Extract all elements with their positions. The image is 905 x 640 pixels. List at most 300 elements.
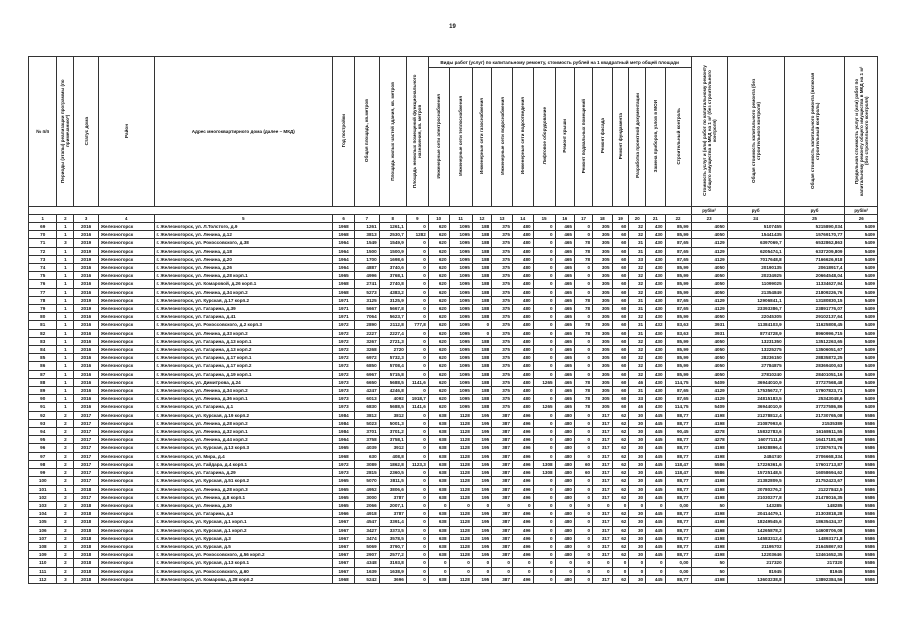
- table-cell: 30: [629, 428, 646, 436]
- table-cell: 445: [646, 551, 665, 559]
- table-cell: 0: [406, 501, 428, 509]
- table-cell: 0: [593, 501, 612, 509]
- table-cell: 0: [406, 518, 428, 526]
- table-cell: 1128: [449, 419, 472, 427]
- table-cell: 0: [533, 485, 555, 493]
- table-cell: 0: [533, 346, 555, 354]
- table-cell: 387: [492, 518, 513, 526]
- table-cell: 5586: [691, 460, 727, 468]
- table-cell: 620: [428, 313, 449, 321]
- table-cell: 32: [629, 272, 646, 280]
- table-cell: 480: [512, 231, 533, 239]
- table-cell: 1965: [333, 272, 355, 280]
- column-number: 13: [492, 215, 513, 223]
- table-cell: г. Железногорск, ул. Комарова, д.28 корп.2: [154, 575, 333, 583]
- table-cell: 1: [57, 255, 74, 263]
- table-cell: 1095: [449, 223, 472, 231]
- table-cell: 1965: [333, 477, 355, 485]
- table-cell: 4278: [691, 428, 727, 436]
- table-cell: 1128: [449, 485, 472, 493]
- table-cell: 3000: [355, 493, 380, 501]
- table-cell: 465: [555, 280, 574, 288]
- table-cell: 0: [574, 518, 592, 526]
- table-row: [29, 411, 878, 419]
- table-row: [29, 272, 878, 280]
- table-cell: 2017: [74, 428, 99, 436]
- table-cell: 387: [492, 485, 513, 493]
- table-cell: 1: [57, 362, 74, 370]
- table-cell: г. Железногорск, ул. Ленина, д.18: [154, 247, 333, 255]
- table-cell: 638: [428, 534, 449, 542]
- table-cell: г. Железногорск, ул. Ленина, д.20: [154, 255, 333, 263]
- table-cell: 387: [492, 526, 513, 534]
- table-cell: 7064: [355, 313, 380, 321]
- table-cell: 62: [612, 469, 629, 477]
- table-cell: 0: [533, 387, 555, 395]
- table-cell: 0: [533, 288, 555, 296]
- table-cell: 0: [533, 493, 555, 501]
- table-cell: 5586: [845, 411, 878, 419]
- table-cell: 3787: [379, 510, 406, 518]
- table-cell: 0: [574, 493, 592, 501]
- table-cell: 4129: [691, 255, 727, 263]
- table-cell: 620: [428, 280, 449, 288]
- table-cell: 317: [593, 575, 612, 583]
- table-cell: 88,77: [665, 477, 691, 485]
- table-cell: 430: [646, 387, 665, 395]
- table-cell: 62: [612, 542, 629, 550]
- table-cell: 30: [629, 411, 646, 419]
- table-cell: 1971: [333, 305, 355, 313]
- table-cell: 62: [612, 419, 629, 427]
- table-cell: 78: [29, 296, 57, 304]
- table-cell: 87,65: [665, 247, 691, 255]
- table-cell: 3758,1: [379, 436, 406, 444]
- table-cell: 5667,8: [379, 305, 406, 313]
- table-cell: 13225275: [727, 346, 784, 354]
- table-cell: 4887: [355, 264, 380, 272]
- table-cell: 3125: [355, 296, 380, 304]
- table-cell: 21752423,67: [784, 477, 845, 485]
- column-number: 6: [333, 215, 355, 223]
- table-cell: 188: [472, 296, 491, 304]
- table-cell: 188: [472, 280, 491, 288]
- table-cell: 0: [406, 280, 428, 288]
- table-cell: 32: [629, 354, 646, 362]
- table-cell: 0: [406, 469, 428, 477]
- table-cell: 2: [57, 501, 74, 509]
- table-cell: Железногорск: [98, 346, 154, 354]
- table-cell: 375: [492, 231, 513, 239]
- table-cell: 2530,7: [379, 231, 406, 239]
- column-number: 15: [533, 215, 555, 223]
- table-cell: 7017648,8: [727, 255, 784, 263]
- table-cell: Железногорск: [98, 231, 154, 239]
- table-cell: 89: [29, 387, 57, 395]
- table-cell: 21227842,5: [784, 485, 845, 493]
- table-cell: 375: [492, 305, 513, 313]
- table-cell: 1967: [333, 567, 355, 575]
- table-row: [29, 526, 878, 534]
- table-cell: 20780276,2: [727, 485, 784, 493]
- table-cell: 0,00: [665, 559, 691, 567]
- table-cell: 5409: [845, 231, 878, 239]
- table-cell: 638: [428, 575, 449, 583]
- table-cell: 465: [555, 313, 574, 321]
- table-cell: 375: [492, 329, 513, 337]
- table-cell: 0: [406, 354, 428, 362]
- table-cell: 387: [492, 452, 513, 460]
- table-cell: 0: [406, 534, 428, 542]
- table-cell: 30: [629, 510, 646, 518]
- table-cell: 1308: [533, 460, 555, 468]
- table-cell: 480: [555, 444, 574, 452]
- table-cell: 16928896,4: [727, 444, 784, 452]
- table-cell: 317: [593, 518, 612, 526]
- table-cell: г. Железногорск, ул. Ленина, д.30: [154, 501, 333, 509]
- table-cell: 92: [29, 411, 57, 419]
- table-cell: 2018: [74, 551, 99, 559]
- table-cell: 5623,7: [379, 313, 406, 321]
- table-cell: 0: [406, 551, 428, 559]
- table-cell: 2018: [74, 575, 99, 583]
- table-cell: 4050: [691, 370, 727, 378]
- table-cell: Железногорск: [98, 542, 154, 550]
- table-cell: г. Железногорск, ул. Ленина, д.12: [154, 231, 333, 239]
- table-cell: 0: [533, 559, 555, 567]
- table-cell: 5586: [845, 419, 878, 427]
- table-cell: 3768,1: [379, 272, 406, 280]
- table-cell: 20618917,4: [784, 264, 845, 272]
- table-cell: 25343048,6: [784, 395, 845, 403]
- table-cell: 620: [428, 337, 449, 345]
- unit-label: руб: [784, 207, 845, 215]
- table-cell: 1967: [333, 526, 355, 534]
- table-cell: 496: [512, 510, 533, 518]
- table-cell: 31: [629, 329, 646, 337]
- table-cell: 102: [29, 493, 57, 501]
- table-cell: 1964: [333, 247, 355, 255]
- table-cell: 91: [29, 403, 57, 411]
- table-cell: г. Железногорск, ул. Ленина, д.8 корп.1: [154, 493, 333, 501]
- table-cell: Железногорск: [98, 477, 154, 485]
- table-cell: 0: [406, 411, 428, 419]
- table-cell: 4129: [691, 305, 727, 313]
- column-number: 7: [355, 215, 380, 223]
- table-cell: 82: [29, 329, 57, 337]
- table-cell: 60: [612, 346, 629, 354]
- table-row: [29, 346, 878, 354]
- column-number: 20: [629, 215, 646, 223]
- table-cell: 0: [492, 501, 513, 509]
- table-cell: 305: [593, 321, 612, 329]
- header-work-control: Строительный контроль: [665, 68, 691, 207]
- table-cell: 5586: [845, 510, 878, 518]
- table-cell: 2017: [74, 477, 99, 485]
- table-cell: 0: [472, 559, 491, 567]
- table-cell: г. Железногорск, ул. Комаровой, д.26 корп.1: [154, 280, 333, 288]
- units-spacer: [29, 207, 692, 215]
- table-cell: 148285: [784, 501, 845, 509]
- table-cell: 60: [612, 395, 629, 403]
- table-cell: 305: [593, 247, 612, 255]
- table-cell: 4198: [691, 452, 727, 460]
- table-cell: 21478016,35: [784, 493, 845, 501]
- header-work-facade: Ремонт фасада: [593, 68, 612, 207]
- table-cell: 5273: [355, 288, 380, 296]
- table-cell: 17601713,87: [784, 460, 845, 468]
- table-cell: 0: [574, 436, 592, 444]
- table-cell: 109: [29, 551, 57, 559]
- table-cell: 5586: [845, 428, 878, 436]
- table-cell: 30: [629, 534, 646, 542]
- table-cell: г. Железногорск, ул. Курская, д.3: [154, 534, 333, 542]
- table-cell: 1128: [449, 444, 472, 452]
- table-cell: 195: [472, 510, 491, 518]
- table-cell: 1968: [333, 288, 355, 296]
- table-cell: 387: [492, 411, 513, 419]
- table-cell: г. Железногорск, ул. Рокоссовского, д.60: [154, 567, 333, 575]
- table-cell: 0: [612, 567, 629, 575]
- table-cell: 4050: [691, 280, 727, 288]
- table-cell: 638: [428, 518, 449, 526]
- table-cell: 4918: [355, 510, 380, 518]
- table-cell: 0,00: [665, 567, 691, 575]
- table-cell: 0: [533, 272, 555, 280]
- table-cell: 5586: [845, 526, 878, 534]
- table-cell: 3790,7: [379, 542, 406, 550]
- table-cell: 1: [57, 337, 74, 345]
- table-cell: 32: [629, 362, 646, 370]
- table-cell: 188: [472, 288, 491, 296]
- table-cell: 2016: [74, 403, 99, 411]
- table-cell: 1973: [333, 395, 355, 403]
- table-cell: 0: [512, 501, 533, 509]
- table-cell: Железногорск: [98, 510, 154, 518]
- table-cell: 5069: [355, 542, 380, 550]
- table-row: [29, 313, 878, 321]
- table-cell: 83: [29, 337, 57, 345]
- table-cell: 78: [574, 378, 592, 386]
- table-cell: 16417181,98: [784, 436, 845, 444]
- table-cell: г. Железногорск, ул. Ленина, д.36 корп.1: [154, 395, 333, 403]
- table-cell: 6205474,1: [727, 247, 784, 255]
- table-cell: 387: [492, 436, 513, 444]
- table-cell: 21030277,8: [727, 493, 784, 501]
- table-cell: 305: [593, 370, 612, 378]
- table-cell: 30: [629, 436, 646, 444]
- table-cell: 0: [406, 247, 428, 255]
- table-cell: 78: [574, 239, 592, 247]
- table-cell: 5409: [845, 288, 878, 296]
- table-cell: 1984: [333, 428, 355, 436]
- table-cell: 1967: [333, 534, 355, 542]
- table-cell: г. Железногорск, ул. Рокоссовского, д.56 корп.2: [154, 551, 333, 559]
- table-cell: 78: [574, 305, 592, 313]
- table-cell: 1549,9: [379, 239, 406, 247]
- table-cell: 2: [57, 526, 74, 534]
- table-cell: 0: [406, 329, 428, 337]
- table-cell: 1095: [449, 395, 472, 403]
- table-cell: 375: [492, 255, 513, 263]
- table-cell: 0: [512, 559, 533, 567]
- header-max-cost: Предельная стоимость услуг и (или) работ по капитальному ремонту общего имущества в МКД на 1 м² (без строительного контроля): [845, 57, 878, 207]
- table-cell: 0: [533, 255, 555, 263]
- table-cell: 496: [512, 419, 533, 427]
- table-cell: 620: [428, 231, 449, 239]
- table-cell: 1128: [449, 460, 472, 468]
- table-cell: 2016: [74, 370, 99, 378]
- table-cell: 1973: [333, 469, 355, 477]
- table-cell: 17226361,6: [727, 460, 784, 468]
- table-cell: 375: [492, 346, 513, 354]
- table-cell: 2: [57, 428, 74, 436]
- table-cell: 430: [646, 370, 665, 378]
- table-row: [29, 551, 878, 559]
- table-cell: 2: [57, 469, 74, 477]
- header-work-types-group: Виды работ (услуг) по капитальному ремонту, стоимость рублей на 1 квадратный метр общей площади: [428, 57, 691, 68]
- table-cell: 3578,5: [379, 534, 406, 542]
- table-cell: 3193,8: [379, 559, 406, 567]
- table-row: [29, 395, 878, 403]
- table-cell: 107: [29, 534, 57, 542]
- table-cell: 5586: [845, 501, 878, 509]
- table-cell: 195: [472, 526, 491, 534]
- table-cell: 0: [533, 223, 555, 231]
- table-cell: Железногорск: [98, 469, 154, 477]
- table-row: [29, 477, 878, 485]
- table-row: [29, 255, 878, 263]
- table-cell: 620: [428, 296, 449, 304]
- table-cell: 620: [428, 395, 449, 403]
- table-cell: 60: [612, 387, 629, 395]
- table-cell: 27810240: [727, 370, 784, 378]
- table-cell: 430: [646, 247, 665, 255]
- table-cell: 1968: [333, 452, 355, 460]
- table-cell: 638: [428, 469, 449, 477]
- table-cell: 2: [57, 567, 74, 575]
- table-cell: 480: [512, 370, 533, 378]
- table-cell: 195: [472, 411, 491, 419]
- table-cell: 3931: [691, 329, 727, 337]
- table-cell: 5409: [845, 403, 878, 411]
- table-cell: 430: [646, 403, 665, 411]
- table-row: [29, 280, 878, 288]
- table-cell: 4278: [691, 436, 727, 444]
- table-cell: 1: [57, 280, 74, 288]
- table-cell: 480: [555, 534, 574, 542]
- table-cell: 1095: [449, 337, 472, 345]
- table-cell: 0: [406, 255, 428, 263]
- table-cell: Железногорск: [98, 395, 154, 403]
- table-cell: 638: [428, 493, 449, 501]
- table-cell: 0: [533, 419, 555, 427]
- table-cell: 3812: [355, 411, 380, 419]
- table-cell: 387: [492, 551, 513, 559]
- table-cell: 195: [472, 534, 491, 542]
- table-cell: 5586: [691, 469, 727, 477]
- table-cell: 81945: [784, 567, 845, 575]
- table-cell: 96: [29, 444, 57, 452]
- table-cell: 15725148,5: [727, 469, 784, 477]
- table-cell: 2721,3: [379, 337, 406, 345]
- table-cell: 87: [29, 370, 57, 378]
- table-cell: 6013: [355, 395, 380, 403]
- table-cell: 0: [574, 272, 592, 280]
- table-cell: 445: [646, 534, 665, 542]
- table-cell: 2066: [355, 501, 380, 509]
- table-cell: 480: [512, 329, 533, 337]
- table-cell: 188: [472, 264, 491, 272]
- table-cell: 0: [612, 501, 629, 509]
- table-cell: 480: [555, 551, 574, 559]
- table-cell: 0,00: [665, 501, 691, 509]
- header-work-basement: Ремонт подвальных помещений: [574, 68, 592, 207]
- table-cell: 465: [555, 362, 574, 370]
- table-cell: 86: [29, 362, 57, 370]
- header-total-cost: Общая стоимость капитального ремонта (без строительного контроля): [727, 57, 784, 207]
- table-cell: 5586: [845, 559, 878, 567]
- table-cell: 5409: [845, 280, 878, 288]
- table-cell: 87,65: [665, 296, 691, 304]
- table-cell: 36944010,9: [727, 378, 784, 386]
- table-row: [29, 567, 878, 575]
- table-cell: 2016: [74, 288, 99, 296]
- table-cell: 2018: [74, 542, 99, 550]
- table-cell: 375: [492, 370, 513, 378]
- table-cell: 305: [593, 280, 612, 288]
- table-cell: 1261,1: [379, 223, 406, 231]
- column-number: 5: [154, 215, 333, 223]
- table-cell: г. Железногорск, ул. Курская, д.17 корп.2: [154, 296, 333, 304]
- table-cell: 3125,9: [379, 296, 406, 304]
- table-cell: 445: [646, 444, 665, 452]
- table-cell: 0: [629, 501, 646, 509]
- table-cell: 1095: [449, 354, 472, 362]
- table-cell: 1265: [533, 403, 555, 411]
- table-cell: 69: [29, 223, 57, 231]
- table-cell: 30: [629, 542, 646, 550]
- table-cell: 465: [555, 239, 574, 247]
- table-cell: 638: [428, 551, 449, 559]
- table-cell: 0: [574, 534, 592, 542]
- table-cell: 85,99: [665, 362, 691, 370]
- table-cell: 188: [472, 346, 491, 354]
- table-cell: г. Железногорск, ул. Ленина, д.34 корп.2: [154, 288, 333, 296]
- table-cell: 31: [629, 239, 646, 247]
- table-cell: Железногорск: [98, 264, 154, 272]
- table-cell: Железногорск: [98, 501, 154, 509]
- table-cell: 2007,1: [379, 501, 406, 509]
- table-cell: 480: [512, 264, 533, 272]
- table-cell: 31: [629, 387, 646, 395]
- table-cell: Железногорск: [98, 296, 154, 304]
- table-cell: 445: [646, 575, 665, 583]
- table-cell: 4383,2: [379, 288, 406, 296]
- table-cell: 387: [492, 444, 513, 452]
- table-cell: 100: [29, 477, 57, 485]
- table-cell: 2017: [74, 469, 99, 477]
- table-cell: 5586: [845, 575, 878, 583]
- table-cell: 445: [646, 460, 665, 468]
- table-cell: Железногорск: [98, 321, 154, 329]
- table-cell: 375: [492, 296, 513, 304]
- table-cell: 430: [646, 264, 665, 272]
- table-cell: 0: [574, 542, 592, 550]
- table-cell: 4246,8: [379, 387, 406, 395]
- table-cell: 62: [612, 452, 629, 460]
- table-cell: 1261: [355, 223, 380, 231]
